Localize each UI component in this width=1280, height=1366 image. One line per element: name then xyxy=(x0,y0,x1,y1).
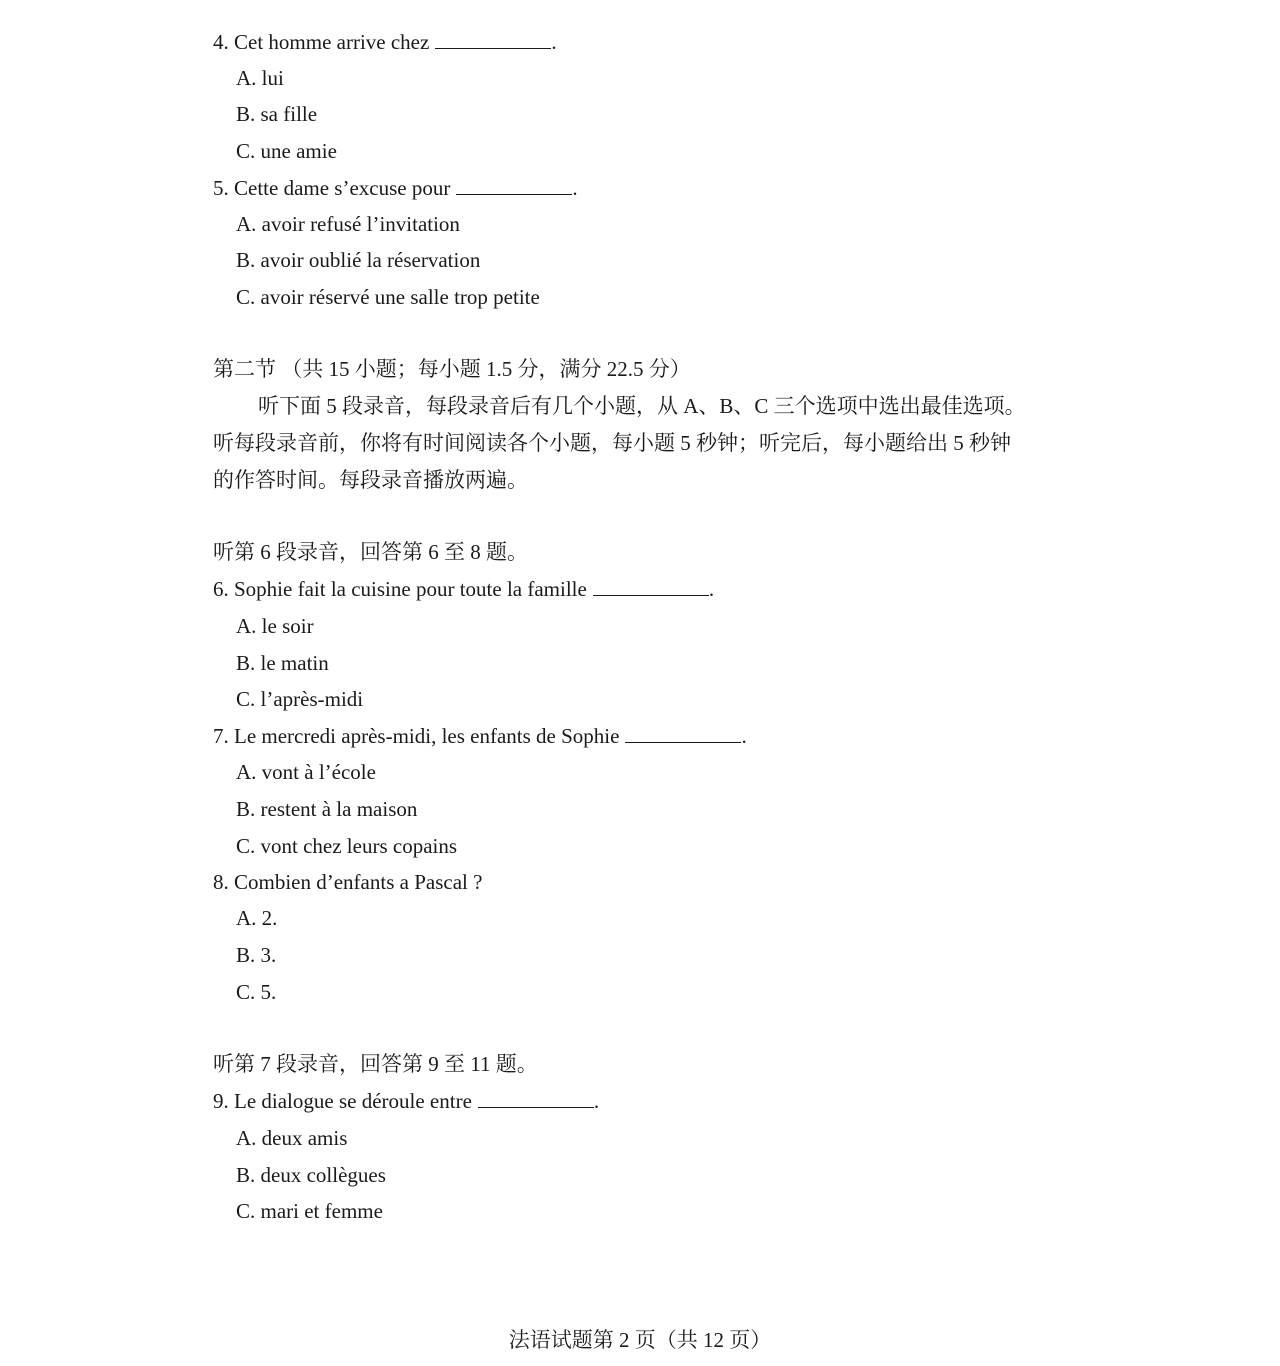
option-8a: A. 2. xyxy=(236,906,278,930)
question-8: 8. Combien d’enfants a Pascal ? xyxy=(213,870,483,894)
option-5a: A. avoir refusé l’invitation xyxy=(236,212,460,236)
answer-blank xyxy=(625,724,741,743)
question-end: . xyxy=(551,30,557,54)
question-stem: 6. Sophie fait la cuisine pour toute la famille xyxy=(213,577,587,601)
question-end: . xyxy=(708,577,715,601)
answer-blank xyxy=(478,1089,594,1108)
audio-7-heading: 听第 7 段录音，回答第 9 至 11 题。 xyxy=(213,1052,538,1076)
option-9c: C. mari et femme xyxy=(236,1199,383,1223)
audio-6-heading: 听第 6 段录音，回答第 6 至 8 题。 xyxy=(213,540,528,564)
option-9a: A. deux amis xyxy=(236,1126,348,1150)
question-end: . xyxy=(741,724,747,748)
question-4 xyxy=(213,28,557,56)
option-6b: B. le matin xyxy=(236,651,329,675)
option-8b: B. 3. xyxy=(236,943,277,967)
section-heading: 第二节 （共 15 小题；每小题 1.5 分，满分 22.5 分） xyxy=(213,357,691,381)
option-4a: A. lui xyxy=(236,66,284,90)
option-7b: B. restent à la maison xyxy=(236,797,418,821)
option-8c: C. 5. xyxy=(236,980,277,1004)
option-7c: C. vont chez leurs copains xyxy=(236,834,458,858)
question-stem: 5. Cette dame s’excuse pour xyxy=(213,176,451,200)
question-end: . xyxy=(572,176,578,200)
question-stem: 7. Le mercredi après-midi, les enfants de Sophie xyxy=(213,724,620,748)
question-stem: 9. Le dialogue se déroule entre xyxy=(213,1089,472,1113)
question-end: . xyxy=(593,1089,600,1113)
page-footer: 法语试题第 2 页（共 12 页） xyxy=(508,1328,772,1352)
instruction-line-2: 听每段录音前，你将有时间阅读各个小题，每小题 5 秒钟；听完后，每小题给出 5 秒钟 xyxy=(213,431,1011,455)
option-6c: C. l’après-midi xyxy=(236,687,364,711)
option-7a: A. vont à l’école xyxy=(236,760,376,784)
option-5c: C. avoir réservé une salle trop petite xyxy=(236,285,540,309)
instruction-line-1: 听下面 5 段录音，每段录音后有几个小题，从 A、B、C 三个选项中选出最佳选项。 xyxy=(258,394,1026,418)
instruction-line-3: 的作答时间。每段录音播放两遍。 xyxy=(213,468,528,492)
option-9b: B. deux collègues xyxy=(236,1163,386,1187)
question-5 xyxy=(213,174,578,202)
answer-blank xyxy=(593,577,709,596)
option-4b: B. sa fille xyxy=(236,102,318,126)
option-5b: B. avoir oublié la réservation xyxy=(236,248,481,272)
option-4c: C. une amie xyxy=(236,139,337,163)
answer-blank xyxy=(435,30,551,49)
question-stem: 4. Cet homme arrive chez xyxy=(213,30,430,54)
question-9 xyxy=(213,1087,599,1115)
answer-blank xyxy=(456,176,572,195)
question-6 xyxy=(213,575,714,603)
option-6a: A. le soir xyxy=(236,614,314,638)
question-7 xyxy=(213,722,747,750)
